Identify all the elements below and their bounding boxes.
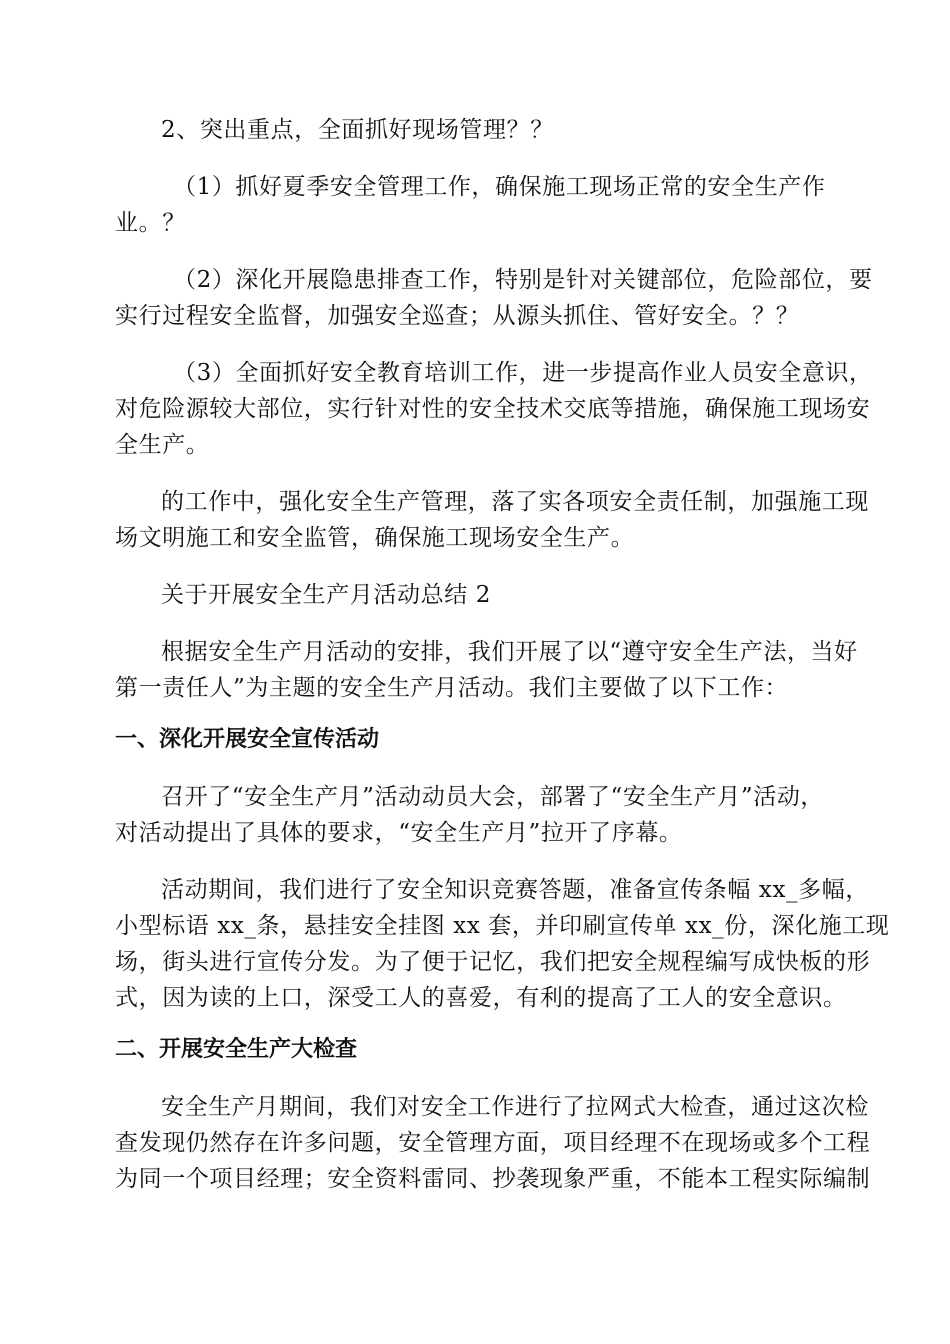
text-line: 关于开展安全生产月活动总结 2	[161, 582, 491, 608]
text-line: 场文明施工和安全监管，确保施工现场安全生产。	[115, 525, 635, 551]
section-heading: 一、深化开展安全宣传活动	[115, 727, 380, 752]
text-line: 业。？	[115, 210, 186, 236]
text-line: 2、突出重点，全面抓好现场管理？？	[161, 117, 554, 143]
text-line: 小型标语 xx_条，悬挂安全挂图 xx 套，并印刷宣传单 xx_份，深化施工现	[115, 913, 890, 939]
text-line: 第一责任人”为主题的安全生产月活动。我们主要做了以下工作：	[115, 675, 789, 701]
text-line: 根据安全生产月活动的安排，我们开展了以“遵守安全生产法，当好	[161, 639, 858, 665]
paragraph-activity-intro	[115, 634, 858, 706]
paragraph-mobilization-meeting	[115, 779, 833, 851]
text-line: 召开了“安全生产月”活动动员大会，部署了“安全生产月”活动，	[161, 784, 825, 810]
text-line: 活动期间，我们进行了安全知识竞赛答题，准备宣传条幅 xx_多幅，	[161, 877, 869, 903]
paragraph-safety-training	[115, 355, 873, 463]
text-line: 查发现仍然存在许多问题，安全管理方面，项目经理不在现场或多个工程	[115, 1130, 871, 1156]
text-line: 的工作中，强化安全生产管理，落了实各项安全责任制，加强施工现	[161, 489, 869, 515]
heading-inspection	[115, 1032, 833, 1068]
text-line: 安全生产月期间，我们对安全工作进行了拉网式大检查，通过这次检	[161, 1094, 869, 1120]
text-line: 实行过程安全监督，加强安全巡查；从源头抓住、管好安全。？？	[115, 303, 800, 329]
document-body	[115, 112, 890, 1197]
paragraph-inspection-findings	[115, 1089, 871, 1197]
text-line: 式，因为读的上口，深受工人的喜爱，有利的提高了工人的安全意识。	[115, 985, 847, 1011]
paragraph-focus-site-management	[115, 112, 833, 148]
section-title-summary-2	[115, 577, 833, 613]
text-line: 对活动提出了具体的要求，“安全生产月”拉开了序幕。	[115, 820, 683, 846]
paragraph-hazard-inspection	[115, 262, 873, 334]
text-line: 为同一个项目经理；安全资料雷同、抄袭现象严重，不能本工程实际编制	[115, 1166, 871, 1192]
paragraph-summer-safety	[115, 169, 833, 241]
heading-promotion	[115, 722, 833, 758]
text-line: （3）全面抓好安全教育培训工作，进一步提高作业人员安全意识，	[173, 360, 873, 386]
paragraph-activity-details	[115, 872, 890, 1016]
text-line: （1）抓好夏季安全管理工作，确保施工现场正常的安全生产作	[173, 174, 826, 200]
text-line: 场，街头进行宣传分发。为了便于记忆，我们把安全规程编写成快板的形	[115, 949, 871, 975]
text-line: （2）深化开展隐患排查工作，特别是针对关键部位，危险部位，要	[173, 267, 873, 293]
paragraph-work-summary	[115, 484, 869, 556]
text-line: 全生产。	[115, 432, 210, 458]
text-line: 对危险源较大部位，实行针对性的安全技术交底等措施，确保施工现场安	[115, 396, 871, 422]
section-heading: 二、开展安全生产大检查	[115, 1037, 358, 1062]
